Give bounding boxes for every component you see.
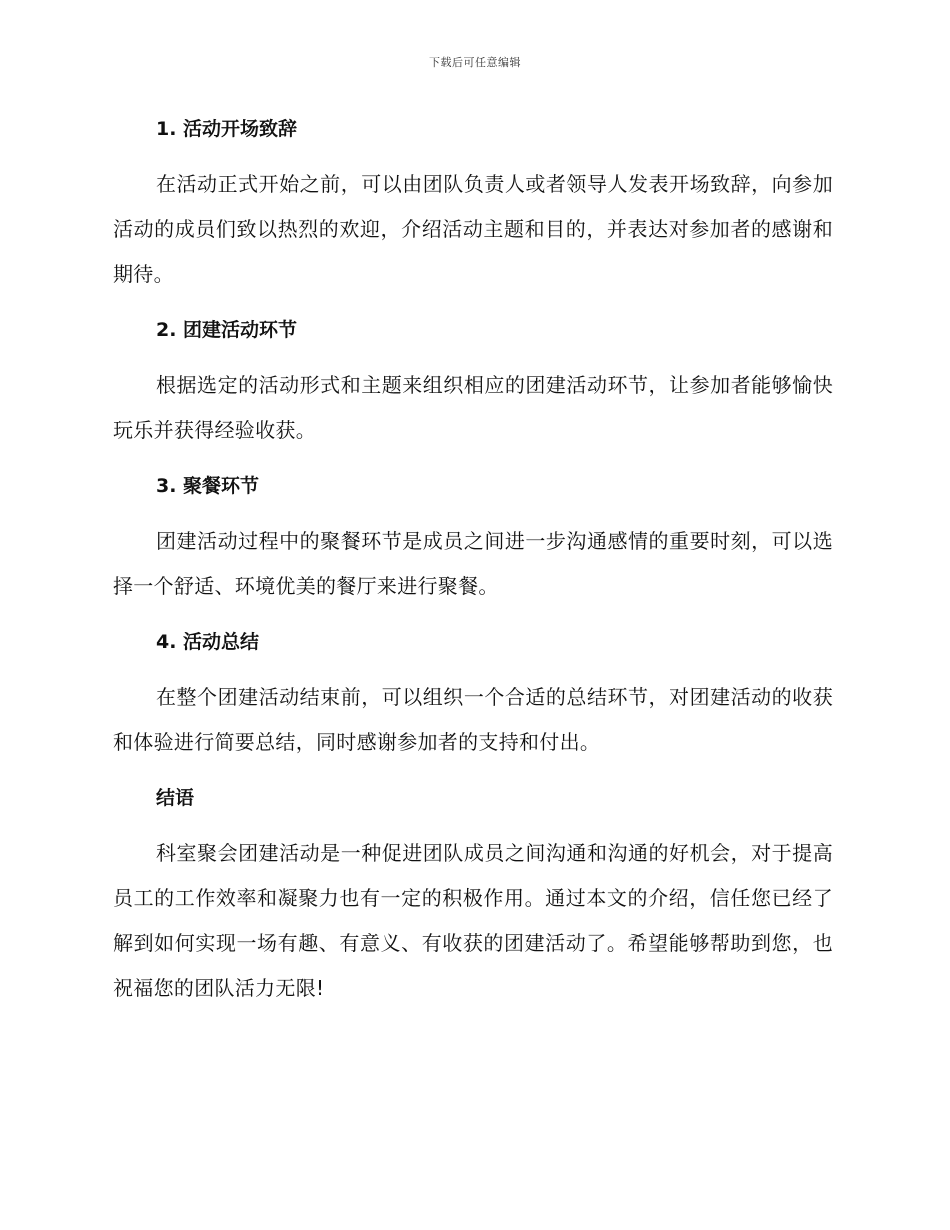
section-paragraph: 在活动正式开始之前，可以由团队负责人或者领导人发表开场致辞，向参加活动的成员们致以热烈的欢迎，介绍活动主题和目的，并表达对参加者的感谢和期待。 <box>113 172 833 286</box>
section-paragraph: 根据选定的活动形式和主题来组织相应的团建活动环节，让参加者能够愉快玩乐并获得经验收获。 <box>113 373 833 442</box>
section-heading: 结语 <box>156 787 195 809</box>
section-dinner <box>113 467 833 609</box>
section-opening-speech <box>113 110 833 297</box>
section-heading: 4. 活动总结 <box>156 631 260 653</box>
section-paragraph: 科室聚会团建活动是一种促进团队成员之间沟通和沟通的好机会，对于提高员工的工作效率和凝聚力也有一定的积极作用。通过本文的介绍，信任您已经了解到如何实现一场有趣、有意义、有收获的团建活动了。希望能够帮助到您，也祝福您的团队活力无限! <box>113 841 833 1000</box>
section-paragraph: 在整个团建活动结束前，可以组织一个合适的总结环节，对团建活动的收获和体验进行简要总结，同时感谢参加者的支持和付出。 <box>113 685 833 754</box>
document-body <box>113 110 833 1011</box>
section-heading: 1. 活动开场致辞 <box>156 118 298 140</box>
page-header-note: 下载后可任意编辑 <box>429 56 521 69</box>
section-paragraph: 团建活动过程中的聚餐环节是成员之间进一步沟通感情的重要时刻，可以选择一个舒适、环境优美的餐厅来进行聚餐。 <box>113 529 833 598</box>
section-summary <box>113 623 833 765</box>
section-heading: 2. 团建活动环节 <box>156 319 298 341</box>
section-team-activity <box>113 311 833 453</box>
section-conclusion <box>113 779 833 1011</box>
section-heading: 3. 聚餐环节 <box>156 475 260 497</box>
